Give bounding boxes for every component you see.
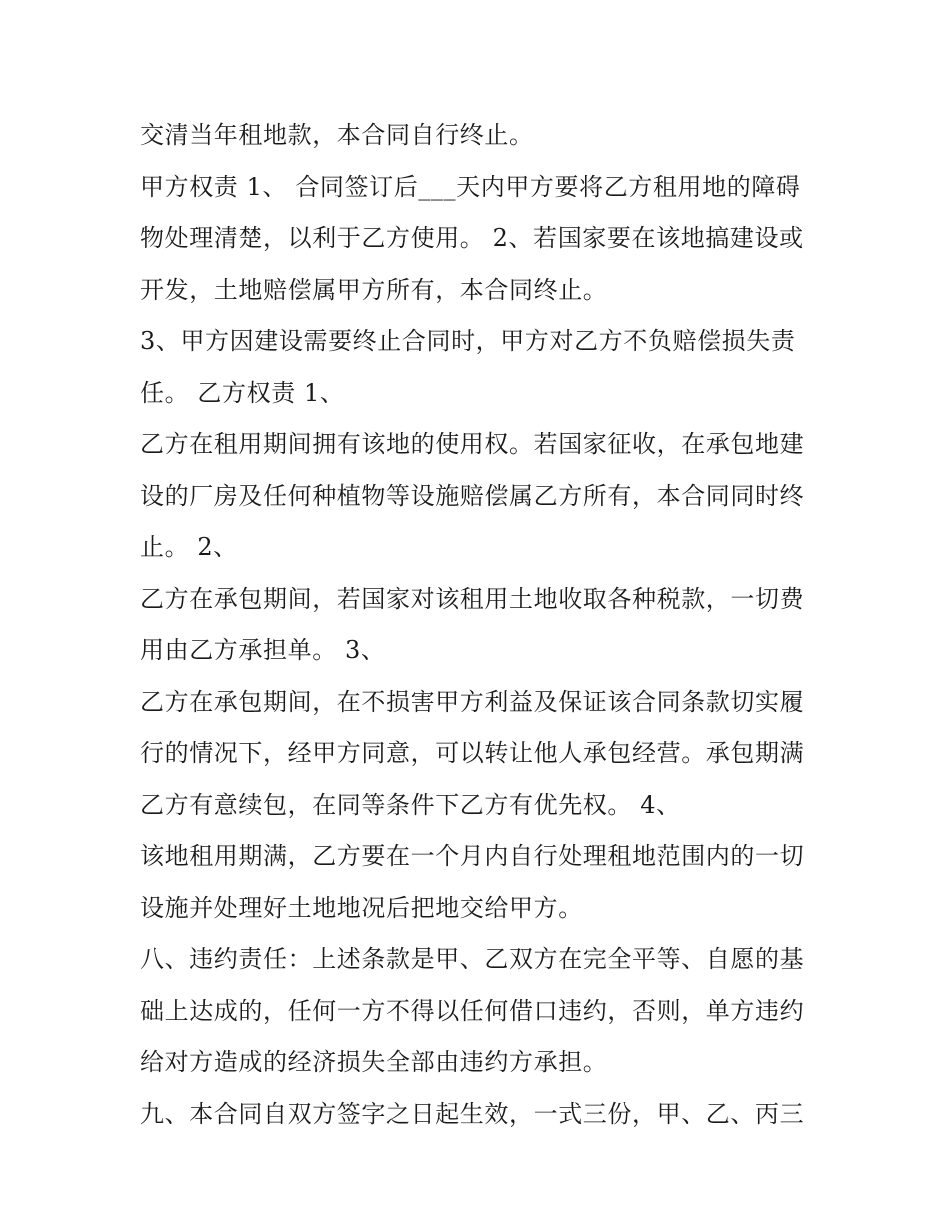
text-line: 乙方在承包期间，在不损害甲方利益及保证该合同条款切实履	[140, 687, 805, 716]
text-line: 设施并处理好土地地况后把地交给甲方。	[140, 893, 583, 922]
text-line: 3、甲方因建设需要终止合同时，甲方对乙方不负赔偿损失责	[140, 327, 796, 355]
text-line: 九、本合同自双方签字之日起生效，一式三份，甲、乙、丙三	[140, 1099, 805, 1128]
text-line: 行的情况下，经甲方同意，可以转让他人承包经营。承包期满	[140, 739, 805, 767]
text-line: 物处理清楚，以利于乙方使用。 2、若国家要在该地搞建设或	[140, 224, 804, 252]
text-line: 任。 乙方权责 1、	[140, 378, 345, 407]
text-line: 八、违约责任：上述条款是甲、乙双方在完全平等、自愿的基	[140, 945, 805, 973]
text-line: 乙方在承包期间，若国家对该租用土地收取各种税款，一切费	[140, 584, 805, 613]
text-line: 甲方权责 1、 合同签订后___天内甲方要将乙方租用地的障碍	[140, 172, 801, 201]
text-line: 用由乙方承担单。 3、	[140, 636, 386, 664]
text-line: 乙方在租用期间拥有该地的使用权。若国家征收，在承包地建	[140, 430, 805, 458]
text-line: 给对方造成的经济损失全部由违约方承担。	[140, 1048, 608, 1076]
text-line: 乙方有意续包，在同等条件下乙方有优先权。 4、	[140, 790, 681, 819]
text-line: 止。 2、	[140, 533, 238, 561]
text-line: 该地租用期满，乙方要在一个月内自行处理租地范围内的一切	[140, 842, 805, 870]
text-line: 开发，土地赔偿属甲方所有，本合同终止。	[140, 275, 608, 304]
text-line: 础上达成的，任何一方不得以任何借口违约，否则，单方违约	[140, 996, 805, 1025]
document-body	[140, 110, 820, 1140]
text-line: 交清当年租地款，本合同自行终止。	[140, 121, 534, 149]
text-line: 设的厂房及任何种植物等设施赔偿属乙方所有，本合同同时终	[140, 481, 805, 510]
